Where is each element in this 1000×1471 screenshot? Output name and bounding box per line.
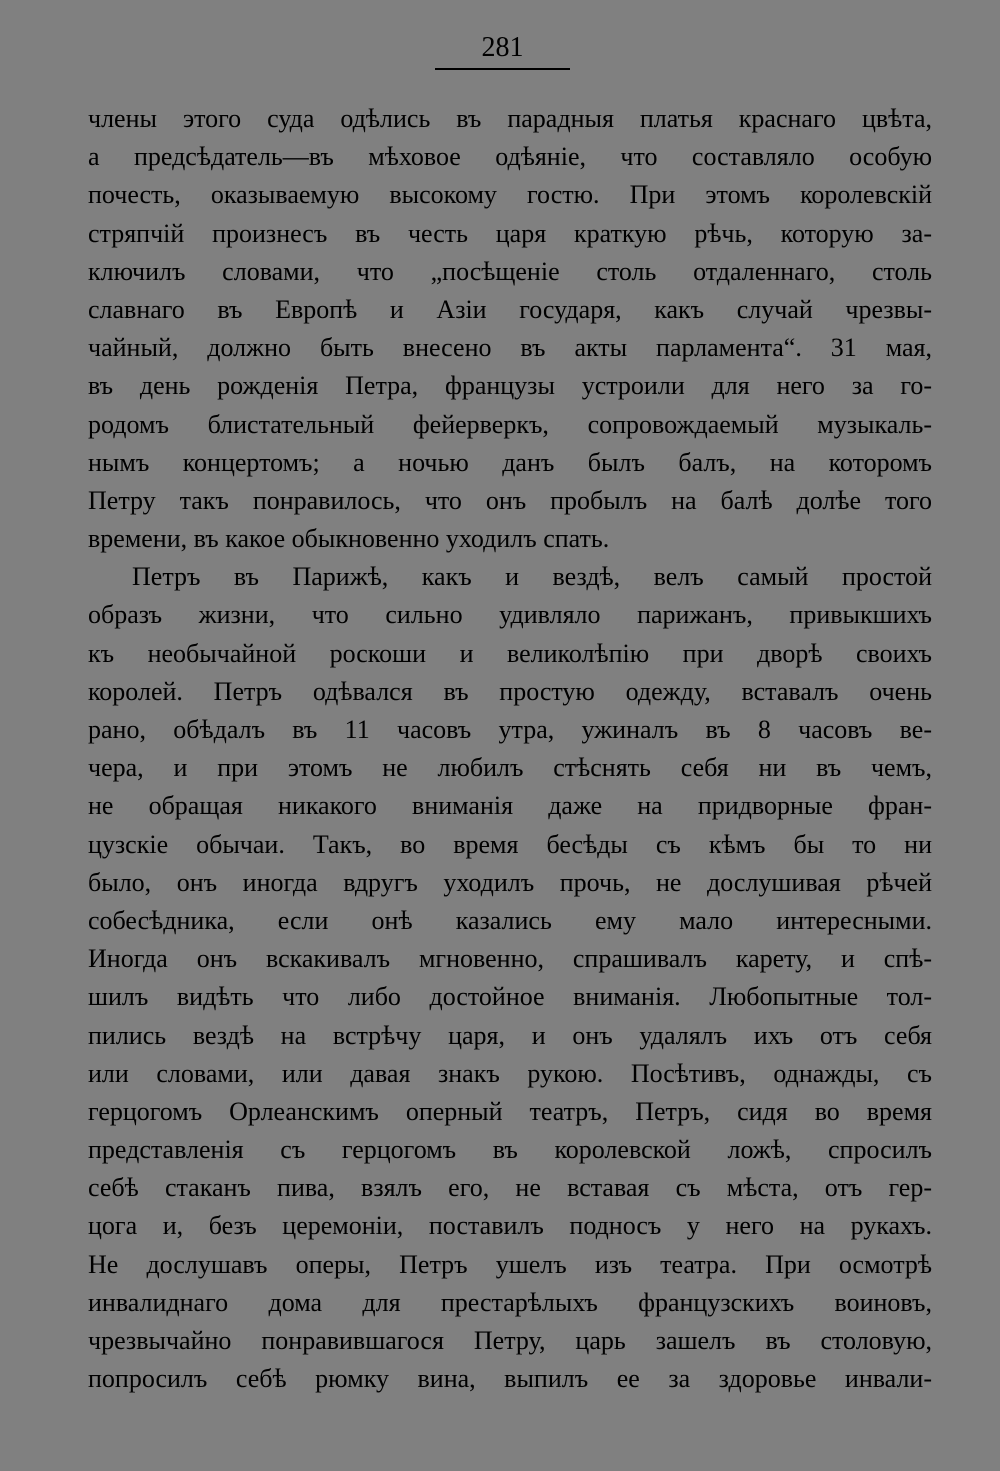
text-line: а предсѣдатель—въ мѣховое одѣяніе, что составляло особую (88, 142, 932, 172)
text-line: члены этого суда одѣлись въ парадныя платья краснаго цвѣта, (88, 104, 932, 133)
text-line: стряпчій произнесъ въ честь царя краткую рѣчь, которую за- (88, 218, 932, 248)
text-line: представленія съ герцогомъ въ королевской ложѣ, спросилъ (88, 1135, 932, 1165)
text-line: пились вездѣ на встрѣчу царя, и онъ удалялъ ихъ отъ себя (88, 1020, 932, 1050)
text-line: Петръ въ Парижѣ, какъ и вездѣ, велъ самый простой (132, 562, 932, 592)
text-line: славнаго въ Европѣ и Азіи государя, какъ случай чрезвы- (88, 294, 932, 324)
text-line: Не дослушавъ оперы, Петръ ушелъ изъ театра. При осмотрѣ (88, 1249, 932, 1279)
text-line: инвалиднаго дома для престарѣлыхъ французскихъ воиновъ, (88, 1287, 932, 1317)
text-line: не обращая никакого вниманія даже на придворные фран- (88, 791, 932, 821)
paragraph-1 (88, 100, 932, 558)
paragraph-2 (88, 558, 932, 1398)
text-line: образъ жизни, что сильно удивляло парижанъ, привыкшихъ (88, 600, 932, 630)
text-line: или словами, или давая знакъ рукою. Посѣтивъ, однажды, съ (88, 1058, 932, 1088)
text-line: времени, въ какое обыкновенно уходилъ спать. (88, 524, 610, 554)
text-line: шилъ видѣть что либо достойное вниманія. Любопытные тол- (88, 982, 932, 1012)
text-line: почесть, оказываемую высокому гостю. При этомъ королевскій (88, 180, 932, 210)
text-line: собесѣдника, если онѣ казались ему мало интересными. (88, 905, 932, 935)
text-line: попросилъ себѣ рюмку вина, выпилъ ее за здоровье инвали- (88, 1364, 932, 1394)
text-line: чайный, должно быть внесено въ акты парламента“. 31 мая, (88, 333, 932, 363)
text-line: чера, и при этомъ не любилъ стѣснять себя ни въ чемъ, (88, 753, 932, 783)
text-line: нымъ концертомъ; а ночью данъ былъ балъ, на которомъ (88, 447, 932, 477)
text-line: было, онъ иногда вдругъ уходилъ прочь, не дослушивая рѣчей (88, 867, 932, 897)
text-line: Иногда онъ вскакивалъ мгновенно, спрашивалъ карету, и спѣ- (88, 944, 932, 974)
body-text (88, 100, 932, 1398)
text-line: Петру такъ понравилось, что онъ пробылъ на балѣ долѣе того (88, 485, 932, 515)
text-line: родомъ блистательный фейерверкъ, сопровождаемый музыкаль- (88, 409, 932, 439)
header-rule (435, 68, 570, 70)
text-line: цузскіе обычаи. Такъ, во время бесѣды съ кѣмъ бы то ни (88, 829, 932, 859)
text-line: рано, обѣдалъ въ 11 часовъ утра, ужиналъ въ 8 часовъ ве- (88, 715, 932, 744)
text-line: въ день рожденія Петра, французы устроили для него за го- (88, 371, 932, 401)
text-line: къ необычайной роскоши и великолѣпію при дворѣ своихъ (88, 638, 932, 668)
text-line: себѣ стаканъ пива, взялъ его, не вставая съ мѣста, отъ гер- (88, 1173, 932, 1203)
text-line: ключилъ словами, что „посѣщеніе столь отдаленнаго, столь (88, 256, 932, 286)
text-line: королей. Петръ одѣвался въ простую одежду, вставалъ очень (88, 676, 932, 706)
text-line: цога и, безъ церемоніи, поставилъ подносъ у него на рукахъ. (88, 1211, 932, 1241)
text-line: герцогомъ Орлеанскимъ оперный театръ, Петръ, сидя во время (88, 1096, 932, 1126)
page-number: 281 (481, 32, 524, 63)
text-line: чрезвычайно понравившагося Петру, царь зашелъ въ столовую, (88, 1326, 932, 1355)
